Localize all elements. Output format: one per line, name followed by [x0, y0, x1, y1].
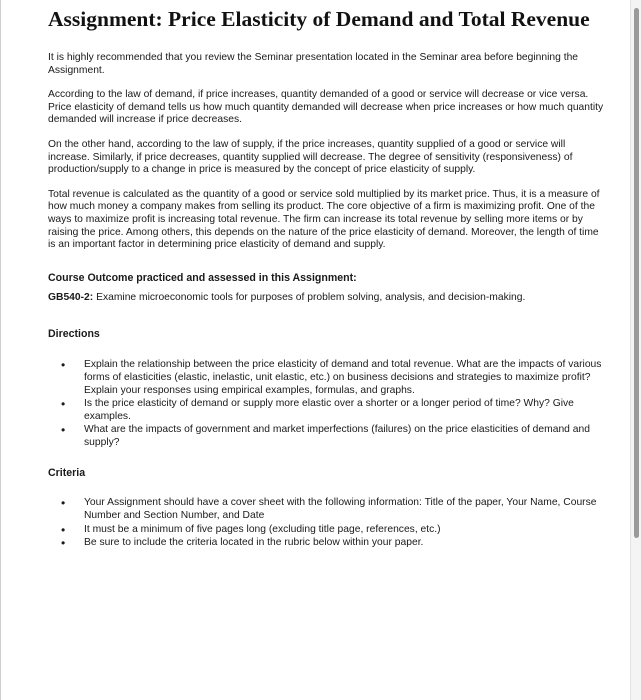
- list-item: • Be sure to include the criteria located in the rubric below within your paper.: [48, 537, 604, 550]
- course-outcome-code: GB540-2:: [48, 291, 94, 303]
- scrollbar-thumb[interactable]: [634, 8, 639, 538]
- list-item: • Explain the relationship between the price elasticity of demand and total revenue. What are the impacts of various forms of elasticities (elastic, inelastic, unit elastic, etc.) on business decisions and strategies to maximize profit? Explain your responses using empirical examples, formulas, and graphs.: [48, 359, 604, 397]
- law-of-demand-paragraph: According to the law of demand, if price increases, quantity demanded of a good or service will decrease or vice versa. Price elasticity of demand tells us how much quantity demanded will decrease when price increases or how much quantity demanded will increase if price decreases.: [48, 89, 604, 126]
- intro-paragraph: It is highly recommended that you review the Seminar presentation located in the Seminar area before beginning the Assignment.: [48, 52, 579, 76]
- list-item: • Your Assignment should have a cover sheet with the following information: Title of the paper, Your Name, Course Number and Section Number, and Date: [48, 497, 604, 522]
- course-outcome-description: Examine microeconomic tools for purposes of problem solving, analysis, and decision-making.: [93, 291, 526, 303]
- list-item: • Is the price elasticity of demand or supply more elastic over a shorter or a longer period of time? Why? Give examples.: [48, 398, 604, 423]
- course-outcome-heading: Course Outcome practiced and assessed in this Assignment:: [48, 271, 357, 284]
- directions-list: [48, 359, 604, 449]
- directions-heading: Directions: [48, 328, 100, 341]
- total-revenue-paragraph: Total revenue is calculated as the quantity of a good or service sold multiplied by its market price. Thus, it is a measure of how much money a company makes from selling its product. The core objective of a firm is maximizing profit. One of the ways to maximize profit is increasing total revenue. The firm can increase its total revenue by selling more items or by raising the price. Among others, this depends on the nature of the price elasticity of demand. Moreover, the length of time is an important factor in determining price elasticity of demand and supply.: [48, 188, 600, 251]
- course-outcome-text: [48, 292, 604, 305]
- scrollbar-track[interactable]: [630, 0, 641, 700]
- page-edge: [0, 0, 1, 700]
- list-item: • What are the impacts of government and market imperfections (failures) on the price elasticities of demand and supply?: [48, 424, 604, 449]
- law-of-supply-paragraph: On the other hand, according to the law of supply, if the price increases, quantity supplied of a good or service will increase. Similarly, if price decreases, quantity supplied will decrease. The degree of sensitivity (responsiveness) of production/supply to a change in price is measured by the concept of price elasticity of supply.: [48, 138, 573, 176]
- criteria-heading: Criteria: [48, 467, 86, 480]
- criteria-list: [48, 497, 604, 549]
- page-title: Assignment: Price Elasticity of Demand and Total Revenue: [48, 7, 590, 31]
- list-item: • It must be a minimum of five pages long (excluding title page, references, etc.): [48, 524, 604, 537]
- document-body: [48, 6, 604, 551]
